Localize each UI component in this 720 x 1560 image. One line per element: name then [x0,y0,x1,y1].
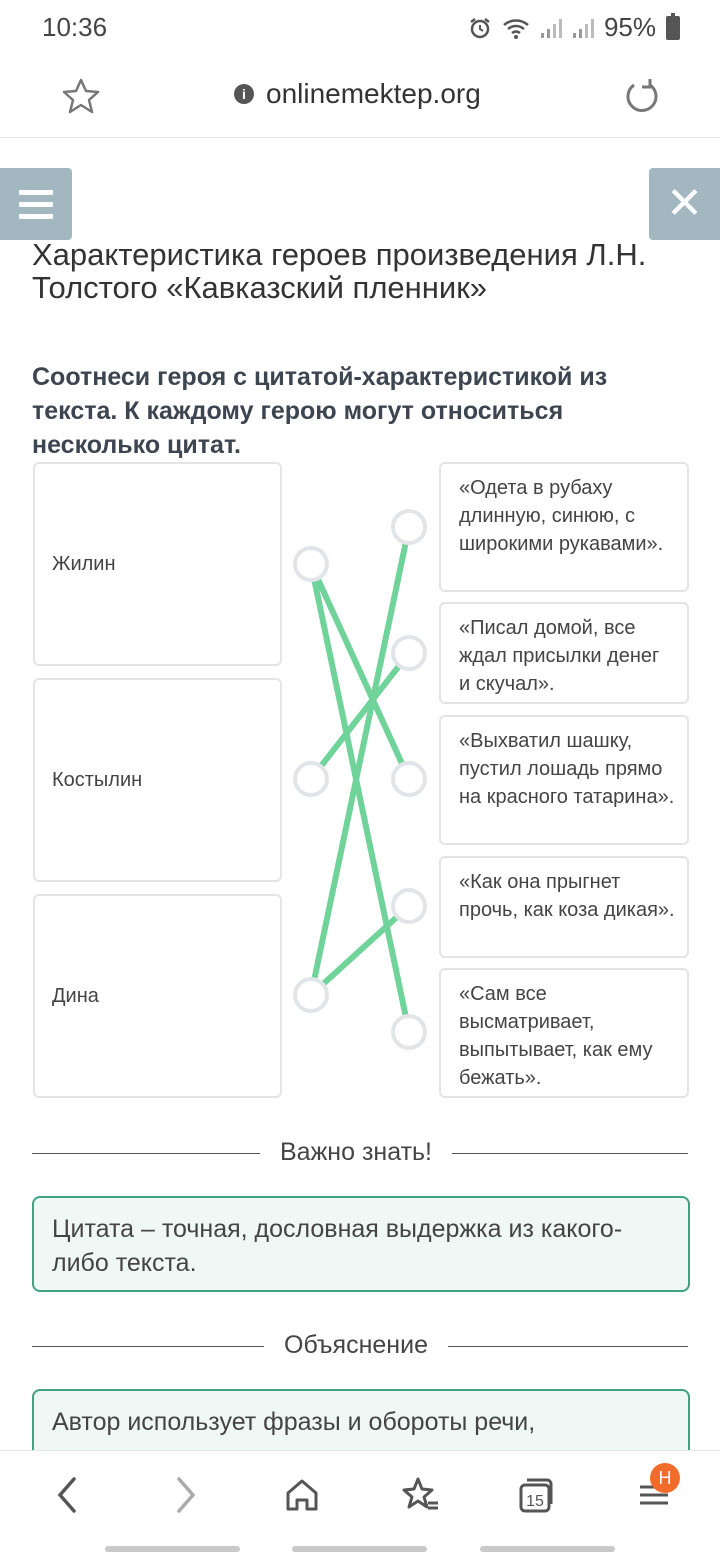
quote-text: «Писал домой, все ждал присылки денег и скучал». [459,617,660,695]
tabs-button[interactable] [512,1471,560,1519]
browser-bottom-nav [0,1450,720,1560]
menu-bar-icon [19,202,53,207]
menu-bar-icon [19,190,53,195]
quote-connector[interactable] [391,1014,427,1050]
quote-connector[interactable] [391,509,427,545]
quote-card[interactable] [439,462,689,592]
home-icon [282,1475,322,1515]
alarm-icon [468,16,492,40]
hero-connector[interactable] [293,546,329,582]
battery-icon [666,16,680,40]
bookmarks-icon [400,1475,440,1515]
close-icon: ✕ [666,179,703,228]
status-bar [0,0,720,56]
quote-card[interactable] [439,856,689,958]
browser-address-bar [0,56,720,138]
explanation-heading: Объяснение [264,1331,448,1360]
quote-card[interactable] [439,968,689,1098]
home-button[interactable] [278,1471,326,1519]
task-instruction: Соотнеси героя с цитатой-характеристикой из текста. К каждому герою могут относиться несколько цитат. [32,363,608,459]
hero-connector[interactable] [293,977,329,1013]
gesture-bar [105,1546,240,1552]
connection-line [311,906,409,995]
gesture-bar [480,1546,615,1552]
back-button[interactable] [43,1471,91,1519]
hero-label: Дина [52,984,99,1007]
quote-text: «Как она прыгнет прочь, как коза дикая». [459,871,675,921]
forward-button[interactable] [162,1471,210,1519]
battery-percent: 95% [603,12,656,42]
connection-line [311,653,409,779]
signal-icon [540,16,562,40]
hamburger-menu-button[interactable] [0,168,72,240]
connection-line [311,564,409,1032]
tabs-count: 15 [526,1493,544,1510]
hero-connector[interactable] [293,761,329,797]
important-text: Цитата – точная, дословная выдержка из какого-либо текста. [52,1215,623,1277]
back-icon [52,1475,82,1515]
url-field[interactable] [234,78,481,110]
status-icons [468,12,680,43]
quote-connector[interactable] [391,635,427,671]
connection-line [311,527,409,995]
important-note [32,1196,690,1292]
tabs-icon [516,1475,556,1515]
connection-line [311,564,409,779]
quote-text: «Сам все высматривает, выпытывает, как ему бежать». [459,983,653,1089]
quote-connector[interactable] [391,761,427,797]
wifi-icon [502,16,530,40]
url-text: onlinemektep.org [266,78,481,109]
forward-icon [171,1475,201,1515]
notification-badge: Н [650,1463,680,1493]
hero-card[interactable] [33,894,282,1098]
hero-label: Костылин [52,768,143,791]
quote-text: «Одета в рубаху длинную, синюю, с широкими рукавами». [459,477,664,555]
hero-card[interactable] [33,678,282,882]
explanation-text: Автор использует фразы и обороты речи, [52,1408,536,1436]
quote-text: «Выхватил шашку, пустил лошадь прямо на красного татарина». [459,730,675,808]
quote-connector[interactable] [391,888,427,924]
reload-icon[interactable] [620,76,662,118]
signal-icon [572,16,594,40]
quote-card[interactable] [439,715,689,845]
status-time: 10:36 [42,12,108,42]
hero-label: Жилин [52,552,116,575]
gesture-bar [292,1546,427,1552]
page-title: Характеристика героев произведения Л.Н. Толстого «Кавказский пленник» [32,237,647,305]
favorite-star-icon[interactable] [60,76,102,118]
close-button[interactable] [649,168,720,240]
hero-card[interactable] [33,462,282,666]
important-heading: Важно знать! [260,1138,452,1167]
info-icon[interactable]: i [234,84,254,104]
bookmarks-button[interactable] [396,1471,444,1519]
quote-card[interactable] [439,602,689,704]
menu-bar-icon [19,214,53,219]
